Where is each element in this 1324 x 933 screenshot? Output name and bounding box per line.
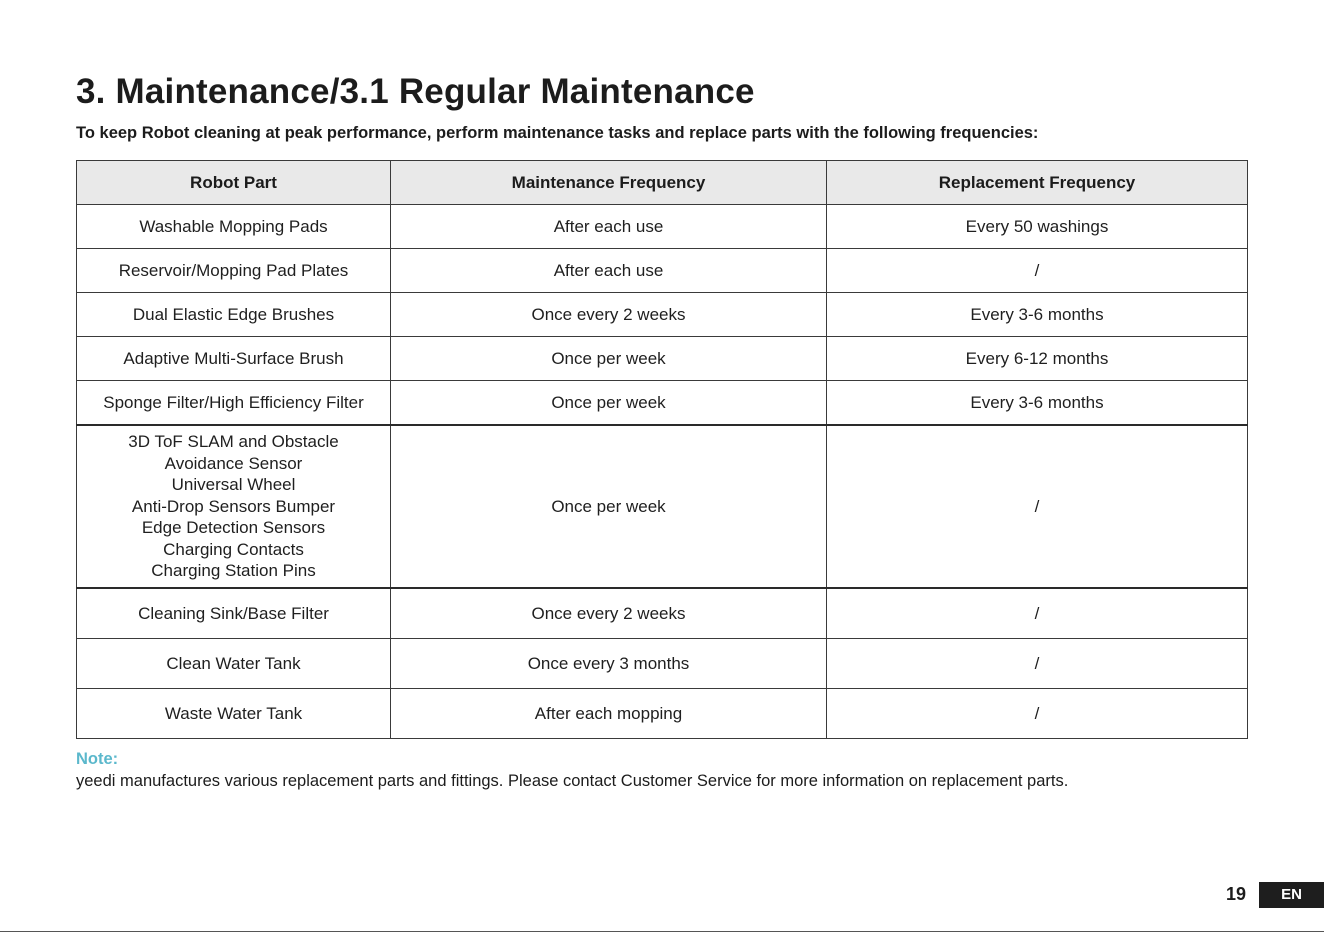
cell-maintenance: Once every 2 weeks [391, 588, 827, 639]
part-line: Charging Station Pins [151, 561, 316, 581]
cell-replacement: / [827, 639, 1248, 689]
note-text: yeedi manufactures various replacement parts and fittings. Please contact Customer Service for more information on replacement parts. [76, 772, 1069, 790]
cell-replacement: / [827, 249, 1248, 293]
cell-maintenance: After each mopping [391, 689, 827, 739]
cell-part-multiline [77, 425, 391, 588]
table-row [77, 205, 1248, 249]
table-header-row [77, 161, 1248, 205]
part-line: Edge Detection Sensors [141, 518, 326, 538]
part-line: Charging Contacts [163, 539, 304, 559]
part-line: 3D ToF SLAM and Obstacle [128, 432, 339, 452]
part-line: Universal Wheel [171, 475, 296, 495]
cell-part: Adaptive Multi-Surface Brush [77, 337, 391, 381]
table-row [77, 425, 1248, 588]
cell-part: Sponge Filter/High Efficiency Filter [77, 381, 391, 426]
cell-replacement: Every 3-6 months [827, 293, 1248, 337]
cell-part: Cleaning Sink/Base Filter [77, 588, 391, 639]
cell-part: Washable Mopping Pads [77, 205, 391, 249]
page-number: 19 [1226, 884, 1247, 904]
header-replacement-frequency: Replacement Frequency [827, 161, 1248, 205]
cell-replacement: Every 3-6 months [827, 381, 1248, 426]
cell-replacement: / [827, 689, 1248, 739]
cell-maintenance: Once every 2 weeks [391, 293, 827, 337]
table-row [77, 588, 1248, 639]
cell-replacement: Every 6-12 months [827, 337, 1248, 381]
table-row [77, 293, 1248, 337]
cell-part: Clean Water Tank [77, 639, 391, 689]
cell-part: Reservoir/Mopping Pad Plates [77, 249, 391, 293]
cell-maintenance: After each use [391, 249, 827, 293]
cell-replacement: / [827, 588, 1248, 639]
cell-maintenance: Once per week [391, 337, 827, 381]
maintenance-table [76, 160, 1248, 739]
table-row [77, 381, 1248, 426]
note-label: Note: [76, 750, 119, 768]
table-row [77, 639, 1248, 689]
cell-replacement: / [827, 425, 1248, 588]
cell-maintenance: Once every 3 months [391, 639, 827, 689]
header-robot-part: Robot Part [77, 161, 391, 205]
intro-text: To keep Robot cleaning at peak performance, perform maintenance tasks and replace parts with the following frequencies: [76, 124, 1039, 142]
table-row [77, 689, 1248, 739]
table-row [77, 337, 1248, 381]
cell-maintenance: After each use [391, 205, 827, 249]
cell-part: Dual Elastic Edge Brushes [77, 293, 391, 337]
table-row [77, 249, 1248, 293]
cell-maintenance: Once per week [391, 425, 827, 588]
part-line: Anti-Drop Sensors Bumper [131, 496, 336, 516]
cell-replacement: Every 50 washings [827, 205, 1248, 249]
header-maintenance-frequency: Maintenance Frequency [391, 161, 827, 205]
cell-part: Waste Water Tank [77, 689, 391, 739]
language-badge: EN [1259, 882, 1324, 908]
page-title: 3. Maintenance/3.1 Regular Maintenance [76, 72, 755, 111]
bottom-divider [0, 931, 1324, 932]
cell-maintenance: Once per week [391, 381, 827, 426]
part-line: Avoidance Sensor [164, 453, 303, 473]
